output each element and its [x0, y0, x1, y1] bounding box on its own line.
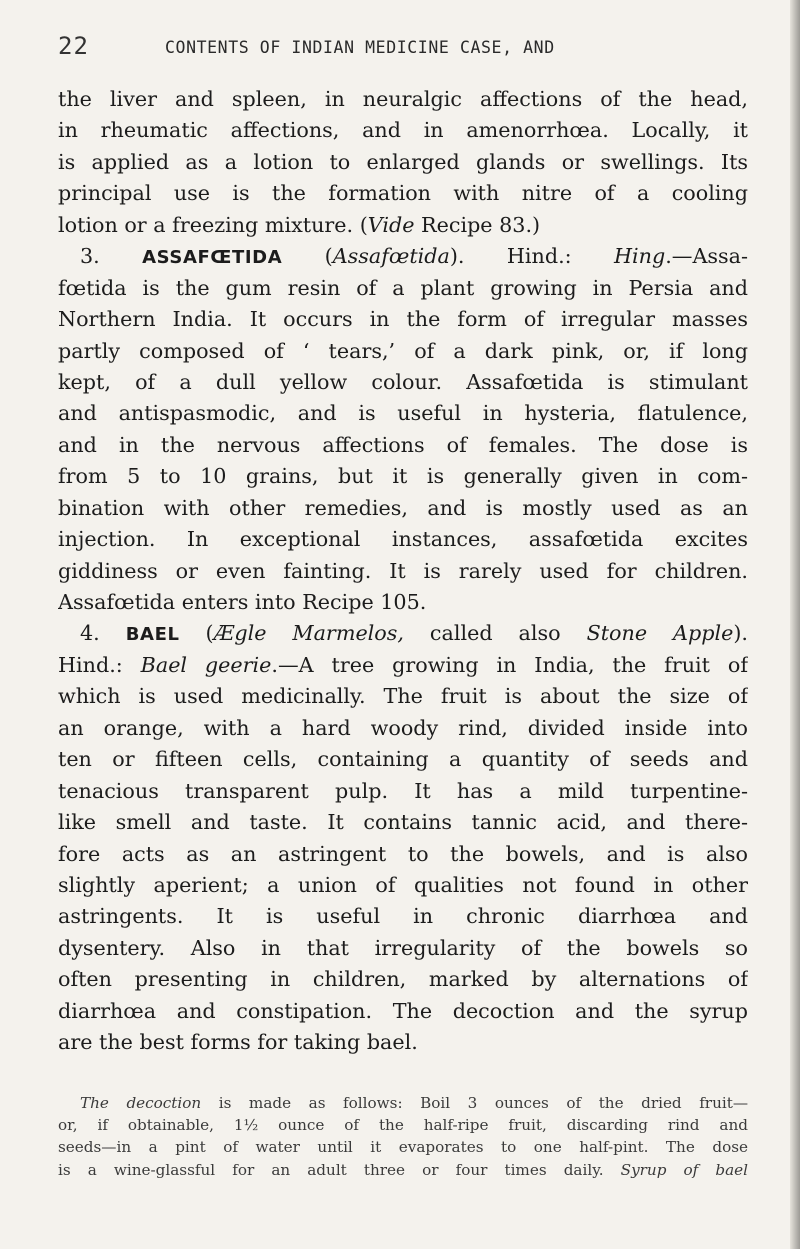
text-run: .—Assa-	[665, 244, 748, 269]
text-line: in rheumatic affections, and in amenorrhœa. Locally, it	[58, 118, 748, 143]
text-line: are the best forms for taking bael.	[58, 1030, 418, 1055]
text-line: the liver and spleen, in neuralgic affections of the head,	[58, 87, 748, 111]
text-line: slightly aperient; a union of qualities not found in other	[58, 872, 748, 897]
text-run: lotion or a freezing mixture. (	[58, 212, 368, 237]
latin-name: Assafœtida	[332, 244, 450, 269]
text-line: and in the nervous affections of females. The dose is	[58, 432, 748, 457]
text-line: often presenting in children, marked by alternations of	[58, 967, 748, 992]
latin-name: Ægle Marmelos,	[213, 621, 404, 646]
text-run: (	[282, 244, 333, 269]
text-run: is made as follows: Boil 3 ounces of the dried fruit—	[201, 1094, 748, 1112]
entry-number: 3.	[80, 244, 143, 269]
text-line: giddiness or even fainting. It is rarely used for children.	[58, 558, 748, 583]
text-run: Hind.:	[58, 652, 141, 677]
text-run: .—A tree growing in India, the fruit of	[271, 652, 748, 677]
footnote-line	[58, 1092, 748, 1114]
italic-text: Syrup of bael	[620, 1160, 748, 1179]
text-line: and antispasmodic, and is useful in hysteria, flatulence,	[58, 401, 748, 426]
text-run: called also	[403, 621, 587, 646]
text-line: an orange, with a hard woody rind, divided inside into	[58, 715, 748, 740]
entry-title: BAEL	[125, 624, 180, 646]
text-run: ).	[733, 621, 748, 646]
entry-title: ASSAFŒTIDA	[142, 247, 283, 269]
text-line: fœtida is the gum resin of a plant growing in Persia and	[58, 275, 748, 300]
text-line: dysentery. Also in that irregularity of the bowels so	[58, 935, 748, 960]
text-line: like smell and taste. It contains tannic acid, and there-	[58, 810, 748, 835]
page-edge-shadow	[790, 0, 800, 1249]
text-line: Northern India. It occurs in the form of irregular masses	[58, 307, 748, 332]
entry-heading-line	[58, 618, 748, 649]
text-run: (	[179, 621, 214, 646]
text-line: fore acts as an astringent to the bowels, and is also	[58, 841, 748, 866]
text-run: Recipe 83.)	[414, 212, 541, 237]
text-line	[58, 210, 748, 241]
text-run: is a wine-glassful for an adult three or four times daily.	[58, 1160, 621, 1179]
text-line: injection. In exceptional instances, assafœtida excites	[58, 527, 748, 552]
text-line: tenacious transparent pulp. It has a mild turpentine-	[58, 778, 748, 803]
common-name: Stone Apple	[586, 621, 734, 646]
footnote-line: seeds—in a pint of water until it evaporates to one half-pint. The dose	[58, 1138, 748, 1157]
italic-text: Vide	[367, 212, 415, 237]
text-line: is applied as a lotion to enlarged glands or swellings. Its	[58, 149, 748, 174]
text-line: bination with other remedies, and is mostly used as an	[58, 495, 748, 520]
footnote-line	[58, 1159, 748, 1181]
text-line: Assafœtida enters into Recipe 105.	[58, 590, 427, 614]
italic-text: The decoction	[80, 1094, 202, 1112]
footnote-line: or, if obtainable, 1½ ounce of the half-ripe fruit, discarding rind and	[58, 1116, 748, 1135]
text-line: ten or fifteen cells, containing a quantity of seeds and	[58, 747, 748, 772]
hindi-name: Bael geerie	[140, 652, 272, 677]
entry-number: 4.	[80, 621, 126, 646]
text-line: which is used medicinally. The fruit is about the size of	[58, 684, 748, 709]
text-line: partly composed of ‘ tears,’ of a dark pink, or, if long	[58, 338, 748, 363]
hindi-name: Hing	[613, 244, 666, 269]
text-run: ). Hind.:	[449, 244, 614, 269]
text-line: diarrhœa and constipation. The decoction and the syrup	[58, 998, 748, 1023]
running-head: CONTENTS OF INDIAN MEDICINE CASE, AND	[165, 38, 555, 57]
main-text	[58, 84, 748, 1059]
text-line: astringents. It is useful in chronic diarrhœa and	[58, 904, 748, 929]
page-header	[58, 30, 748, 70]
text-line: kept, of a dull yellow colour. Assafœtida is stimulant	[58, 369, 748, 394]
text-line: from 5 to 10 grains, but it is generally given in com-	[58, 464, 748, 489]
footnote	[58, 1092, 748, 1181]
text-line	[58, 650, 748, 681]
entry-heading-line	[58, 241, 748, 272]
text-line: principal use is the formation with nitre of a cooling	[58, 181, 748, 206]
page-number: 22	[58, 32, 89, 60]
